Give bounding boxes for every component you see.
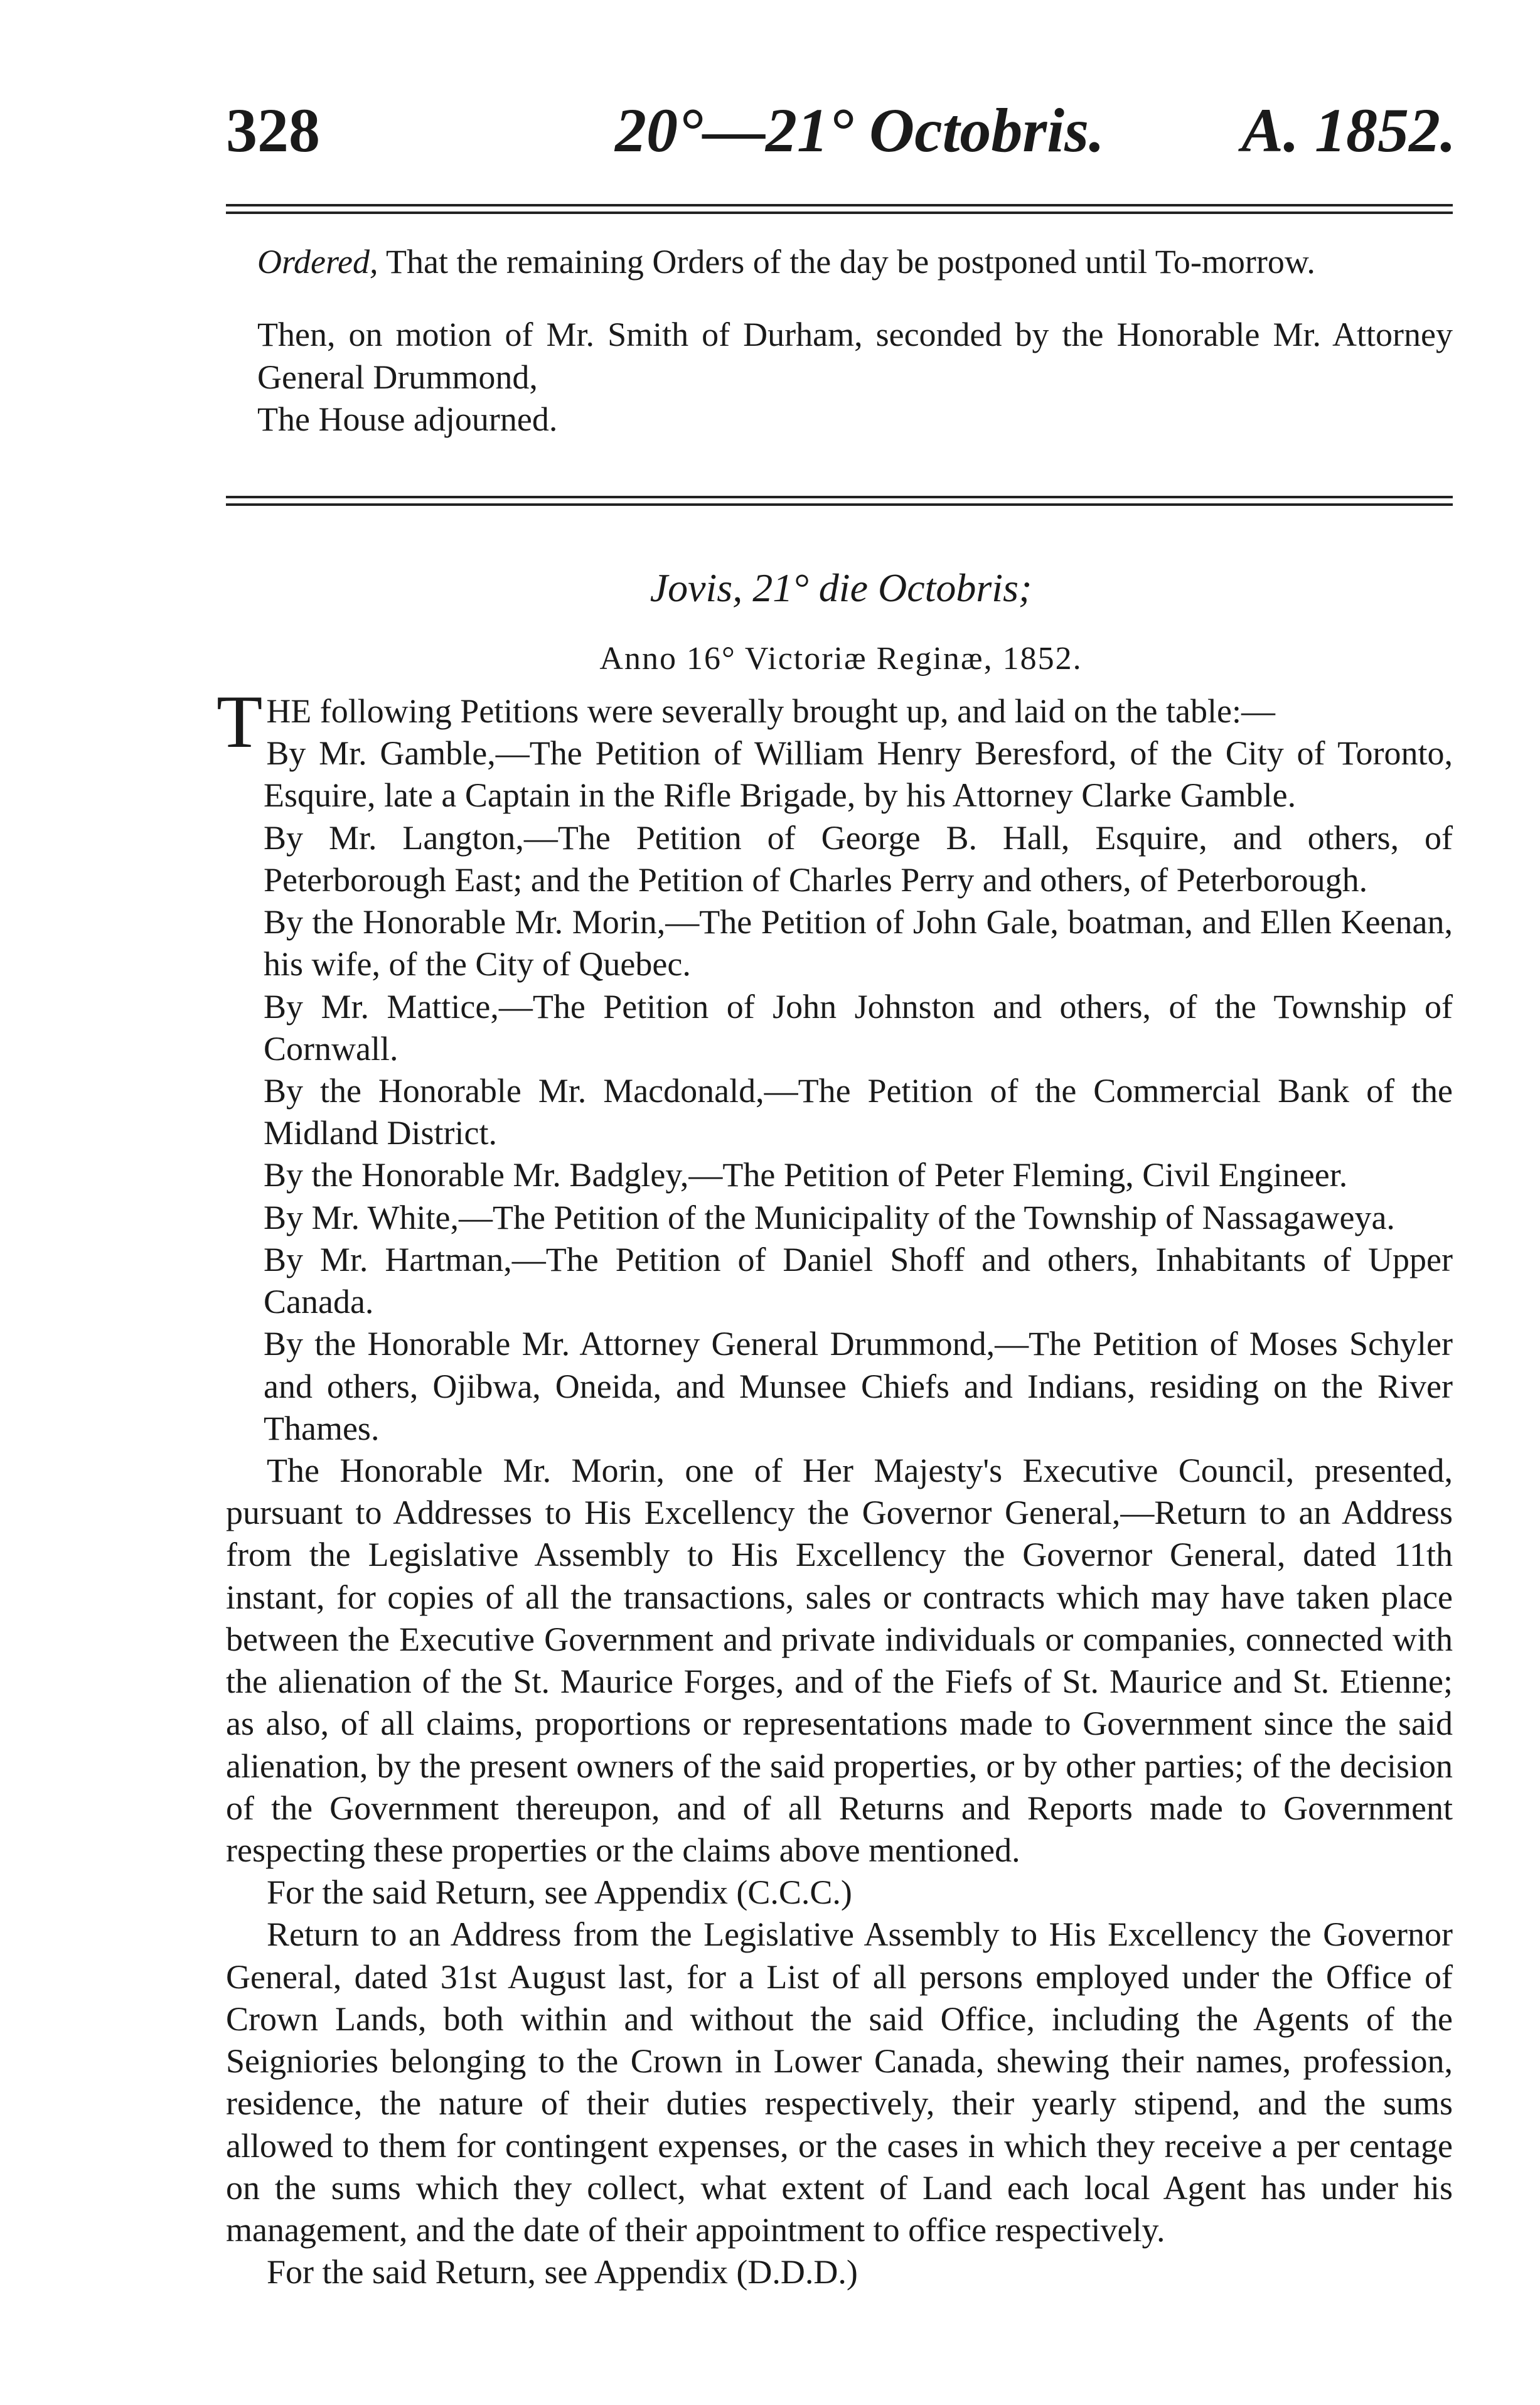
- petition-item: By Mr. Gamble,—The Petition of William Henry Beresford, of the City of Toronto, Esquire, late a Captain in the Rifle Brigade, by his Attorney Clarke Gamble.: [264, 734, 1453, 815]
- petition-item: By Mr. Langton,—The Petition of George B. Hall, Esquire, and others, of Peterborough East; and the Petition of Charles Perry and others, of Peterborough.: [264, 818, 1453, 899]
- ordered-text: That the remaining Orders of the day be postponed until To-morrow.: [386, 243, 1315, 281]
- header-date: 20°—21° Octobris.: [615, 95, 1104, 165]
- regnal-year: Anno 16° Victoriæ Reginæ, 1852.: [599, 641, 1083, 677]
- adjourned-text: The House adjourned.: [257, 400, 558, 438]
- header-rule-top: [226, 204, 1453, 206]
- petition-item: By the Honorable Mr. Badgley,—The Petition of Peter Fleming, Civil Engineer.: [264, 1156, 1348, 1194]
- appendix-ccc: For the said Return, see Appendix (C.C.C.): [267, 1873, 852, 1912]
- appendix-ddd: For the said Return, see Appendix (D.D.D.): [267, 2253, 858, 2291]
- sitting-date: Jovis, 21° die Octobris;: [650, 565, 1032, 610]
- page-number: 328: [226, 95, 320, 165]
- crown-lands-return-paragraph: Return to an Address from the Legislative Assembly to His Excellency the Governor General, dated 31st August last, for a List of all persons employed under the Office of Crown Lands, both within and without the said Office, including the Agents of the Seigniories belonging to the Crown in Lower Canada, shewing their names, profession, residence, the nature of their duties respectively, their yearly stipend, and the sums allowed to them for contingent expenses, or the cases in which they receive a per centage on the sums which they collect, what extent of Land each local Agent has under his management, and the date of their appointment to office respectively.: [226, 1915, 1453, 2249]
- drop-cap: T: [217, 680, 263, 763]
- petition-item: By the Honorable Mr. Attorney General Drummond,—The Petition of Moses Schyler and others, Ojibwa, Oneida, and Munsee Chiefs and Indians, residing on the River Thames.: [264, 1325, 1453, 1447]
- adjournment-block: [257, 314, 1453, 441]
- petitions-intro-text: HE following Petitions were severally brought up, and laid on the table:—: [266, 692, 1275, 730]
- petition-item: By Mr. White,—The Petition of the Municipality of the Township of Nassagaweya.: [264, 1198, 1395, 1236]
- ordered-paragraph: [257, 240, 1453, 284]
- motion-text: Then, on motion of Mr. Smith of Durham, seconded by the Honorable Mr. Attorney General Drummond,: [257, 316, 1453, 396]
- petition-item: By the Honorable Mr. Macdonald,—The Petition of the Commercial Bank of the Midland District.: [264, 1071, 1453, 1152]
- petitions-intro: [217, 680, 1453, 763]
- day-rule-bottom: [226, 503, 1453, 506]
- petition-item: By Mr. Hartman,—The Petition of Daniel Shoff and others, Inhabitants of Upper Canada.: [264, 1240, 1453, 1321]
- ordered-label: Ordered,: [257, 243, 378, 281]
- petition-item: By Mr. Mattice,—The Petition of John Johnston and others, of the Township of Cornwall.: [264, 987, 1453, 1068]
- returns-section: [226, 1450, 1453, 2293]
- header-rule-bottom: [226, 212, 1453, 214]
- morin-return-paragraph: The Honorable Mr. Morin, one of Her Majesty's Executive Council, presented, pursuant to Addresses to His Excellency the Governor General,—Return to an Address from the Legislative Assembly to His Excellency the Governor General, dated 11th instant, for copies of all the transactions, sales or contracts which may have taken place between the Executive Government and private individuals or companies, connected with the alienation of the St. Maurice Forges, and of the Fiefs of St. Maurice and St. Etienne; as also, of all claims, proportions or representations made to Government since the said alienation, by the present owners of the said properties, or by other parties; of the decision of the Government thereupon, and of all Returns and Reports made to Government respecting these properties or the claims above mentioned.: [226, 1452, 1453, 1869]
- day-rule-top: [226, 496, 1453, 498]
- header-year: A. 1852.: [1241, 95, 1456, 165]
- page-header: [226, 94, 1456, 176]
- petitions-list: [217, 680, 1453, 1450]
- petition-item: By the Honorable Mr. Morin,—The Petition of John Gale, boatman, and Ellen Keenan, his wife, of the City of Quebec.: [264, 903, 1453, 983]
